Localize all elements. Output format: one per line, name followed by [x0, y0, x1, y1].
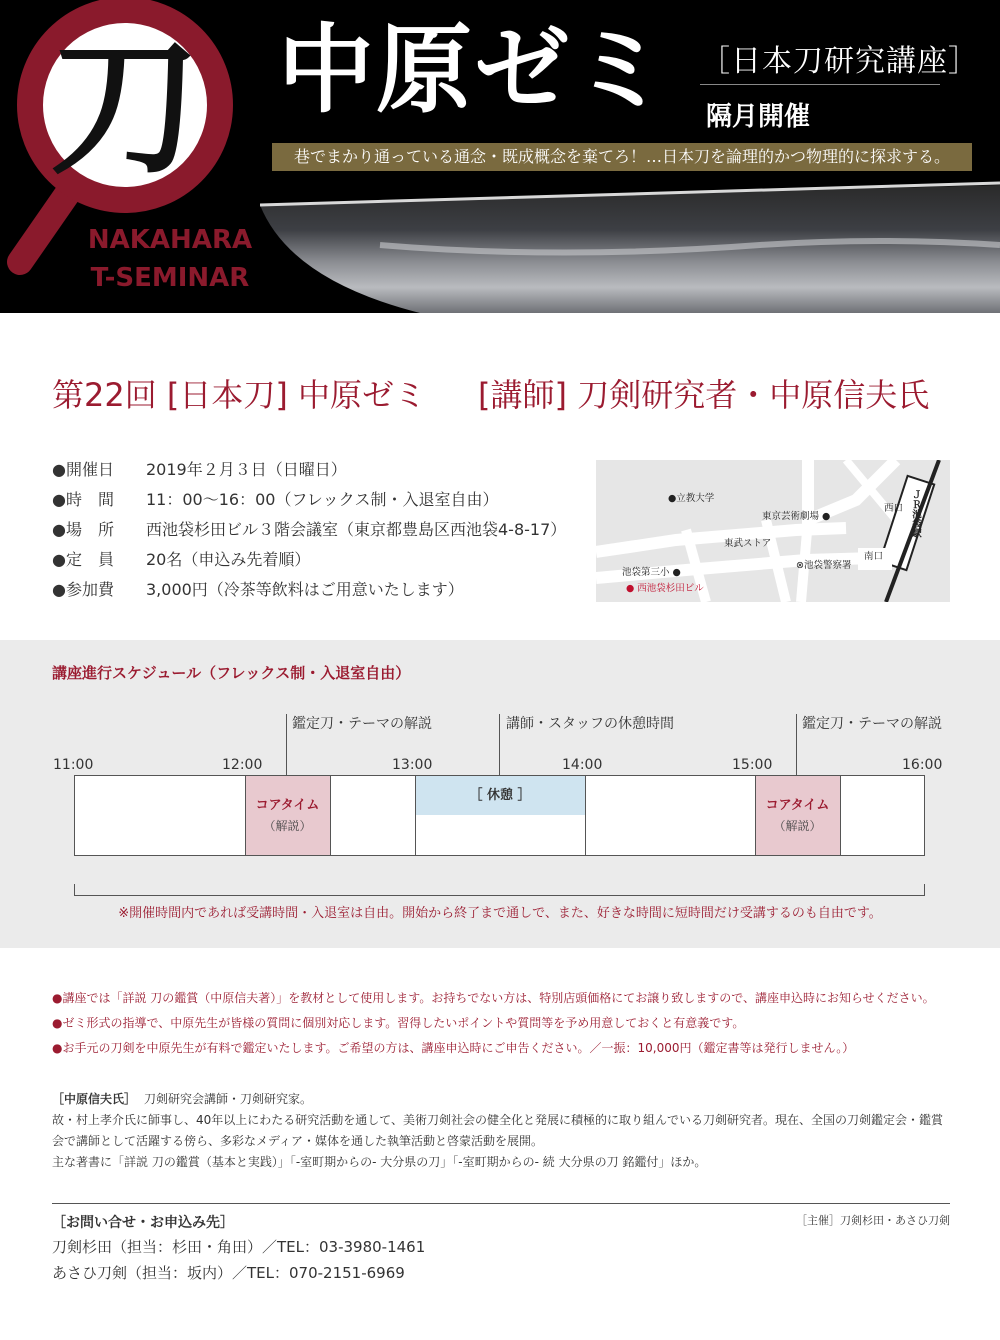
profile-heading: ［中原信夫氏］: [52, 1092, 137, 1106]
range-bracket: [74, 884, 925, 896]
seminar-number-title: 第22回 [日本刀] 中原ゼミ: [52, 376, 427, 414]
info-capacity: ●定 員 20名（申込み先着順）: [52, 550, 311, 569]
timeline-divider: [840, 776, 841, 855]
break-block: ［ 休憩 ］: [415, 776, 585, 815]
seminar-title: [52, 370, 929, 416]
time-label: 14:00: [562, 757, 603, 773]
seminar-info-list: [52, 458, 566, 608]
map-label-minamiguchi: 南口: [864, 551, 884, 562]
map-label-police: ⊗池袋警察署: [796, 560, 852, 571]
schedule-title: 講座進行スケジュール（フレックス制・入退室自由）: [52, 664, 411, 682]
divider: [52, 1203, 950, 1204]
callout-line: [286, 714, 287, 776]
header-banner: [0, 0, 1000, 313]
timeline-divider: [415, 776, 416, 855]
notes-list: [52, 989, 935, 1064]
svg-text:T-SEMINAR: T-SEMINAR: [90, 263, 250, 293]
core-time-block-2: コアタイム （解説）: [755, 776, 840, 855]
divider: [700, 84, 940, 85]
label-kantei-1: 鑑定刀・テーマの解説: [292, 716, 432, 732]
sword-blade-image: [260, 175, 1000, 313]
timeline-divider: [585, 776, 586, 855]
tagline: 巷でまかり通っている通念・既成概念を棄てろ！…日本刀を論理的かつ物理的に探求する。: [272, 143, 972, 171]
info-date: ●開催日 2019年２月３日（日曜日）: [52, 460, 347, 479]
callout-line: [796, 714, 797, 776]
time-label: 12:00: [222, 757, 263, 773]
lecturer-title: [講師] 刀剣研究者・中原信夫氏: [478, 376, 930, 414]
frequency-label: 隔月開催: [706, 102, 811, 132]
label-break-note: 講師・スタッフの休憩時間: [506, 716, 674, 732]
map-label-nishiguchi: 西口: [884, 503, 904, 514]
access-map: [596, 460, 950, 602]
organizer-label: ［主催］刀剣杉田・あさひ刀剣: [796, 1214, 950, 1227]
contact-heading: ［お問い合せ・お申込み先］: [52, 1215, 234, 1231]
lecturer-profile: [52, 1089, 952, 1173]
contact-line-1: 刀剣杉田（担当：杉田・角田）／TEL：03-3980-1461: [52, 1238, 426, 1256]
svg-text:NAKAHARA: NAKAHARA: [87, 225, 253, 255]
map-label-school: 池袋第三小 ●: [622, 567, 681, 578]
profile-role: 刀剣研究会講師・刀剣研究家。: [144, 1092, 313, 1106]
time-label: 11:00: [53, 757, 94, 773]
note-item: ●お手元の刀剣を中原先生が有料で鑑定いたします。ご希望の方は、講座申込時にご申告ください。／一振：10,000円（鑑定書等は発行しません。）: [52, 1041, 855, 1055]
svg-text:刀: 刀: [49, 22, 201, 196]
map-label-jr: ＪＲ池袋駅: [910, 490, 921, 538]
info-fee: ●参加費 3,000円（冷茶等飲料はご用意いたします）: [52, 580, 464, 599]
note-item: ●講座では「詳説 刀の鑑賞（中原信夫著）」を教材として使用します。お持ちでない方は、特別店頭価格にてお譲り致しますので、講座申込時にお知らせください。: [52, 991, 935, 1005]
map-label-venue: ● 西池袋杉田ビル: [626, 583, 704, 594]
note-item: ●ゼミ形式の指導で、中原先生が皆様の質問に個別対応します。習得したいポイントや質問等を予め用意しておくと有意義です。: [52, 1016, 745, 1030]
main-title: 中原ゼミ: [278, 14, 670, 126]
schedule-section: [0, 640, 1000, 948]
profile-text: 故・村上孝介氏に師事し、40年以上にわたる研究活動を通して、美術刀剣社会の健全化と発展に積極的に取り組んでいる刀剣研究者。現在、全国の刀剣鑑定会・鑑賞会で講師として活躍する傍ら、多彩なメディア・媒体を通した執筆活動と啓蒙活動を展開。: [52, 1113, 944, 1148]
time-label: 16:00: [902, 757, 943, 773]
timeline-divider: [330, 776, 331, 855]
timeline-bar: [74, 775, 925, 856]
core-time-block-1: コアタイム （解説）: [245, 776, 330, 855]
timeline-divider: [245, 776, 246, 855]
map-label-geijutsu: 東京芸術劇場 ●: [762, 511, 831, 522]
contact-line-2: あさひ刀剣（担当：坂内）／TEL：070-2151-6969: [52, 1264, 405, 1282]
label-kantei-2: 鑑定刀・テーマの解説: [802, 716, 942, 732]
timeline-divider: [755, 776, 756, 855]
map-label-rikkyo: ●立教大学: [668, 493, 715, 504]
magnifier-logo-icon: [0, 0, 260, 313]
time-label: 15:00: [732, 757, 773, 773]
info-time: ●時 間 11：00〜16：00（フレックス制・入退室自由）: [52, 490, 499, 509]
schedule-note: ※開催時間内であれば受講時間・入退室は自由。開始から終了まで通しで、また、好きな時間に短時間だけ受講するのも自由です。: [118, 906, 882, 921]
course-name: ［日本刀研究講座］: [700, 44, 979, 79]
map-label-tobu: 東武ストア: [724, 538, 772, 549]
info-place: ●場 所 西池袋杉田ビル３階会議室（東京都豊島区西池袋4-8-17）: [52, 520, 567, 539]
profile-books: 主な著書に「詳説 刀の鑑賞（基本と実践）」「-室町期からの- 大分県の刀」「-室町期からの- 続 大分県の刀 銘鑑付」ほか。: [52, 1155, 707, 1169]
time-label: 13:00: [392, 757, 433, 773]
